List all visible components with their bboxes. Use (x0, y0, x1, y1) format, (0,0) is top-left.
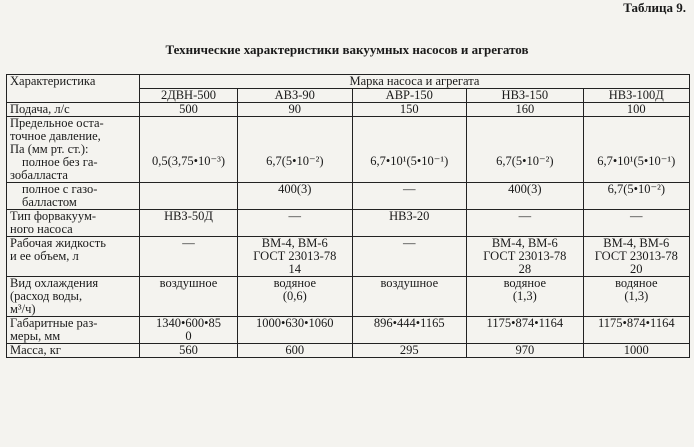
table-cell: — (352, 183, 467, 210)
table-cell (352, 277, 467, 317)
label-line: (расход воды, (10, 289, 83, 303)
row-label (7, 117, 140, 183)
table-cell: НВЗ-50Д (139, 210, 237, 237)
table-cell: — (352, 237, 467, 277)
cell-line: воздушное (380, 276, 439, 290)
table-cell: 1175•874•1164 (583, 317, 689, 344)
cell-line: ВМ-4, ВМ-6 (491, 236, 558, 250)
table-cell: 400(3) (467, 183, 584, 210)
table-cell: 560 (139, 344, 237, 358)
cell-line: воздушное (159, 276, 218, 290)
table-cell (139, 317, 237, 344)
header-model: 2ДВН-500 (139, 89, 237, 103)
cell-line: ГОСТ 23013-78 (253, 249, 337, 263)
header-row-group (7, 75, 690, 89)
cell-line: ВМ-4, ВМ-6 (261, 236, 328, 250)
label-line: ного насоса (10, 222, 73, 236)
table-row (7, 317, 690, 344)
cell-line: (0,6) (282, 289, 307, 303)
label-line: точное давление, (10, 129, 101, 143)
label-line: Тип форвакуум- (10, 209, 97, 223)
row-label: Подача, л/с (7, 103, 140, 117)
table-title: Технические характеристики вакуумных насосов и агрегатов (165, 42, 529, 57)
row-label (7, 237, 140, 277)
label-line: м³/ч) (10, 302, 36, 316)
table-cell (467, 237, 584, 277)
table-cell: 400(3) (238, 183, 353, 210)
label-line: Габаритные раз- (10, 316, 98, 330)
label-line: балластом (22, 195, 77, 209)
label-line: Вид охлаждения (10, 276, 99, 290)
table-cell: 90 (238, 103, 353, 117)
cell-line: водяное (615, 276, 658, 290)
table-cell: 6,7•10¹(5•10⁻¹) (352, 117, 467, 183)
table-cell (238, 237, 353, 277)
table-cell: 150 (352, 103, 467, 117)
table-cell (583, 237, 689, 277)
header-model: НВЗ-100Д (583, 89, 689, 103)
cell-line: ВМ-4, ВМ-6 (603, 236, 670, 250)
header-model: НВЗ-150 (467, 89, 584, 103)
header-brand-group: Марка насоса и агрегата (139, 75, 689, 89)
specs-table (6, 74, 690, 358)
row-label: Масса, кг (7, 344, 140, 358)
cell-line: ГОСТ 23013-78 (483, 249, 567, 263)
header-model: АВР-150 (352, 89, 467, 103)
label-line: полное без га- (22, 155, 98, 169)
cell-line: 28 (518, 262, 532, 276)
cell-line: 1340•600•85 (155, 316, 221, 330)
table-cell: 970 (467, 344, 584, 358)
cell-line: 14 (288, 262, 302, 276)
table-cell (467, 277, 584, 317)
table-cell: 6,7(5•10⁻²) (238, 117, 353, 183)
table-row (7, 277, 690, 317)
table-cell: 500 (139, 103, 237, 117)
table-cell: — (467, 210, 584, 237)
table-row (7, 237, 690, 277)
label-line: меры, мм (10, 329, 61, 343)
table-row (7, 183, 690, 210)
cell-line: ГОСТ 23013-78 (594, 249, 678, 263)
table-cell: 896•444•1165 (352, 317, 467, 344)
row-label (7, 210, 140, 237)
table-cell: 1175•874•1164 (467, 317, 584, 344)
table-cell (139, 277, 237, 317)
label-line: зобалласта (10, 168, 68, 182)
table-row (7, 344, 690, 358)
header-model: АВЗ-90 (238, 89, 353, 103)
table-cell: 6,7•10¹(5•10⁻¹) (583, 117, 689, 183)
table-cell: 6,7(5•10⁻²) (583, 183, 689, 210)
row-label (7, 277, 140, 317)
table-cell: 1000•630•1060 (238, 317, 353, 344)
table-cell: 6,7(5•10⁻²) (467, 117, 584, 183)
table-row (7, 117, 690, 183)
cell-line: (1,3) (624, 289, 649, 303)
cell-line: 0 (185, 329, 192, 343)
table-cell: — (583, 210, 689, 237)
cell-line: водяное (503, 276, 547, 290)
cell-line: (1,3) (512, 289, 537, 303)
table-cell: НВЗ-20 (352, 210, 467, 237)
table-cell: — (139, 237, 237, 277)
table-cell: 160 (467, 103, 584, 117)
table-cell: 1000 (583, 344, 689, 358)
table-cell: 100 (583, 103, 689, 117)
row-label (7, 317, 140, 344)
label-line: и ее объем, л (10, 249, 79, 263)
table-row (7, 210, 690, 237)
row-label (7, 183, 140, 210)
table-number: Таблица 9. (623, 0, 686, 15)
cell-line: водяное (273, 276, 317, 290)
label-line: полное с газо- (22, 182, 98, 196)
table-cell (238, 277, 353, 317)
table-cell (139, 183, 237, 210)
header-characteristic: Характеристика (7, 75, 140, 103)
table-cell (583, 277, 689, 317)
label-line: Рабочая жидкость (10, 236, 106, 250)
table-cell: — (238, 210, 353, 237)
label-line: Па (мм рт. ст.): (10, 142, 89, 156)
table-cell: 295 (352, 344, 467, 358)
table-cell: 600 (238, 344, 353, 358)
table-cell: 0,5(3,75•10⁻³) (139, 117, 237, 183)
table-row (7, 103, 690, 117)
label-line: Предельное оста- (10, 116, 104, 130)
cell-line: 20 (630, 262, 643, 276)
